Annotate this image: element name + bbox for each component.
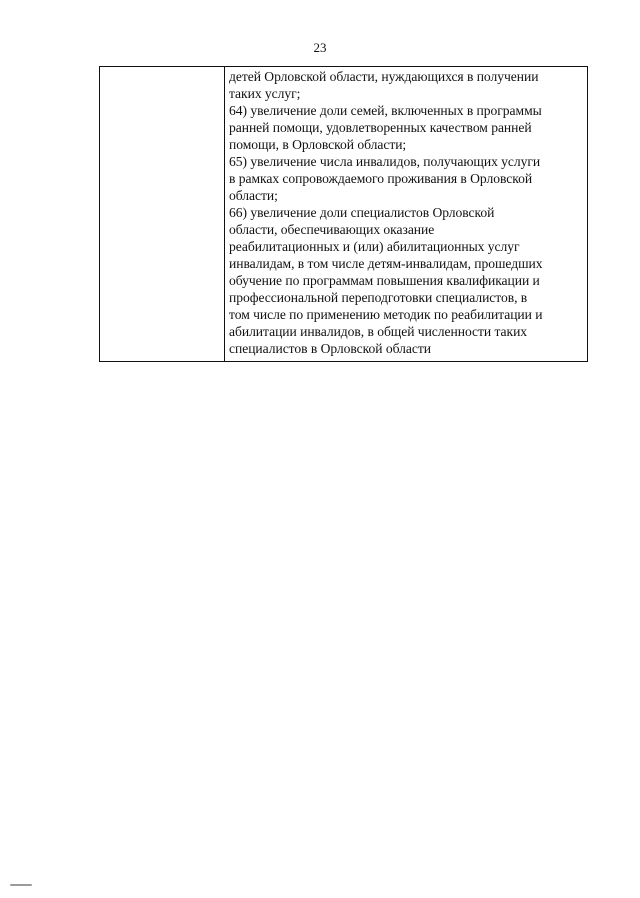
- text-line: таких услуг;: [229, 86, 301, 101]
- text-line: реабилитационных и (или) абилитационных услуг: [229, 239, 520, 254]
- text-line: профессиональной переподготовки специалистов, в: [229, 290, 528, 305]
- text-line: в рамках сопровождаемого проживания в Орловской: [229, 171, 533, 186]
- text-line: области, обеспечивающих оказание: [229, 222, 435, 237]
- text-line: 64) увеличение доли семей, включенных в программы: [229, 103, 542, 118]
- text-line: инвалидам, в том числе детям-инвалидам, прошедших: [229, 256, 543, 271]
- scan-artifact: [10, 884, 32, 886]
- text-line: том числе по применению методик по реабилитации и: [229, 307, 543, 322]
- text-line: абилитации инвалидов, в общей численности таких: [229, 324, 528, 339]
- text-line: помощи, в Орловской области;: [229, 137, 407, 152]
- text-line: 66) увеличение доли специалистов Орловской: [229, 205, 495, 220]
- text-line: 65) увеличение числа инвалидов, получающих услуги: [229, 154, 541, 169]
- table-cell-left: [100, 67, 225, 361]
- page-number: 23: [313, 40, 327, 55]
- table-cell-right: [225, 67, 587, 361]
- text-line: специалистов в Орловской области: [229, 341, 431, 356]
- document-table: [99, 66, 588, 362]
- text-line: ранней помощи, удовлетворенных качеством ранней: [229, 120, 532, 135]
- text-line: обучение по программам повышения квалификации и: [229, 273, 540, 288]
- text-line: области;: [229, 188, 278, 203]
- text-line: детей Орловской области, нуждающихся в получении: [229, 69, 539, 84]
